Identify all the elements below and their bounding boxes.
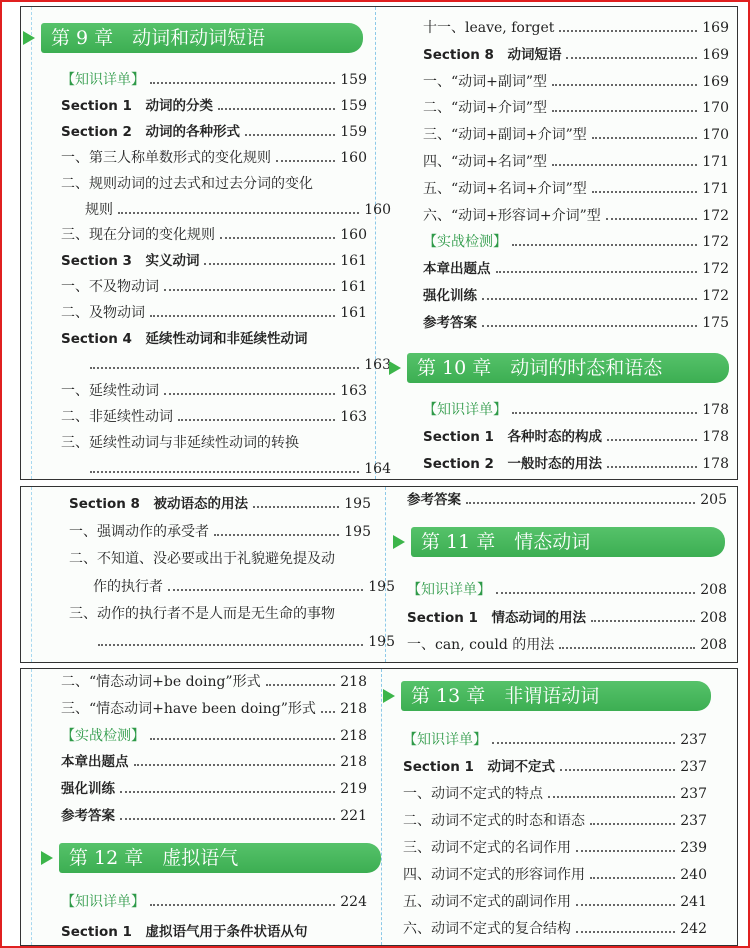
dot-leader — [276, 160, 335, 162]
toc-page-number: 178 — [702, 456, 729, 472]
toc-entry-title: 一、“动词+副词”型 — [423, 73, 548, 90]
toc-page-number: 159 — [340, 123, 367, 140]
chapter-title: 第 13 章 非谓语动词 — [401, 681, 711, 711]
toc-page-number: 163 — [340, 382, 367, 399]
toc-entry — [69, 493, 371, 515]
chapter-heading — [383, 681, 711, 711]
toc-entry-title: Section 2 动词的各种形式 — [61, 123, 240, 140]
toc-page-number: 172 — [702, 207, 729, 224]
chapter-title: 第 11 章 情态动词 — [411, 527, 725, 557]
toc-page-number: 195 — [344, 523, 371, 540]
toc-entry-title: 作的执行者 — [93, 578, 163, 595]
toc-entry-title: 【实战检测】 — [61, 727, 145, 744]
toc-page-number: 195 — [368, 633, 395, 650]
toc-entry-title: 一、不及物动词 — [61, 279, 159, 296]
toc-entry — [403, 864, 707, 886]
toc-entry — [61, 671, 367, 693]
toc-entry-title: Section 1 动词的分类 — [61, 97, 213, 114]
toc-entry-title: 【实战检测】 — [423, 234, 507, 251]
dot-leader — [218, 108, 335, 110]
toc-entry — [423, 453, 729, 475]
toc-page-number: 237 — [680, 786, 707, 802]
toc-entry-title: 一、第三人称单数形式的变化规则 — [61, 149, 271, 166]
toc-page-number: 159 — [340, 97, 367, 114]
toc-entry-title: Section 8 被动语态的用法 — [69, 496, 248, 512]
dot-leader — [591, 620, 695, 622]
toc-entry-text: 三、延续性动词与非延续性动词的转换 — [61, 434, 299, 451]
dot-leader — [120, 791, 335, 793]
dot-leader — [482, 325, 697, 327]
dot-leader — [466, 502, 695, 504]
dot-leader — [496, 271, 698, 273]
toc-entry-title: 参考答案 — [407, 492, 461, 508]
toc-section-tag — [423, 399, 729, 421]
toc-entry — [61, 751, 367, 773]
toc-page-number: 161 — [340, 279, 367, 296]
dot-leader — [321, 711, 335, 713]
arrow-icon — [393, 535, 405, 549]
toc-page-number: 208 — [700, 637, 727, 653]
toc-entry-title: 【知识详单】 — [61, 894, 145, 910]
toc-entry — [69, 576, 395, 598]
dot-leader — [253, 506, 339, 508]
toc-page-number: 170 — [702, 100, 729, 117]
toc-page-number: 218 — [340, 754, 367, 771]
toc-entry — [423, 151, 729, 173]
toc-page-number: 218 — [340, 727, 367, 744]
toc-page-number: 178 — [702, 402, 729, 418]
left-column — [21, 669, 381, 945]
toc-page-number: 224 — [340, 894, 367, 910]
toc-page-number: 237 — [680, 759, 707, 775]
toc-section-tag — [61, 69, 367, 91]
toc-page-number: 205 — [700, 492, 727, 508]
left-column — [21, 7, 391, 479]
dot-leader — [178, 419, 335, 421]
chapter-heading — [23, 23, 363, 53]
toc-entry — [423, 258, 729, 280]
dot-leader — [559, 647, 695, 649]
toc-entry — [423, 178, 729, 200]
toc-page-number: 161 — [340, 305, 367, 322]
chapter-heading — [41, 843, 381, 873]
toc-page-number: 219 — [340, 781, 367, 798]
toc-entry — [61, 95, 367, 117]
toc-entry-title: 强化训练 — [423, 288, 477, 304]
toc-page-number: 237 — [680, 732, 707, 748]
toc-page-number: 171 — [702, 154, 729, 170]
dot-leader — [204, 263, 335, 265]
toc-page-number: 161 — [340, 253, 367, 270]
toc-entry-title: 三、现在分词的变化规则 — [61, 227, 215, 244]
toc-page-number: 169 — [702, 73, 729, 90]
toc-entry — [423, 17, 729, 39]
toc-entry — [423, 44, 729, 66]
toc-page-number: 171 — [702, 180, 729, 197]
chapter-title: 第 12 章 虚拟语气 — [59, 843, 381, 873]
dot-leader — [548, 796, 675, 798]
toc-entry — [423, 71, 729, 93]
toc-entry — [61, 250, 367, 272]
toc-entry-text: 三、动作的执行者不是人而是无生命的事物 — [69, 606, 335, 622]
toc-page-number: 240 — [680, 867, 707, 883]
toc-page-number: 218 — [340, 700, 367, 717]
toc-page-number: 160 — [340, 149, 367, 166]
dot-leader — [552, 84, 697, 86]
dot-leader — [120, 818, 335, 820]
toc-page-number: 178 — [702, 429, 729, 445]
dot-leader — [576, 904, 675, 906]
dot-leader — [560, 769, 675, 771]
toc-section-tag — [403, 729, 707, 751]
toc-entry-title: 二、及物动词 — [61, 305, 145, 322]
toc-entry — [69, 521, 371, 543]
toc-page-number: 169 — [702, 20, 729, 36]
dot-leader — [552, 110, 697, 112]
toc-entry-title: 本章出题点 — [423, 261, 491, 278]
right-column — [385, 487, 737, 662]
dot-leader — [559, 30, 697, 32]
arrow-icon — [41, 851, 53, 865]
dot-leader — [482, 298, 697, 300]
toc-entry-text: 二、不知道、没必要或出于礼貌避免提及动 — [69, 551, 335, 567]
toc-entry-title: 五、“动词+名词+介词”型 — [423, 180, 587, 197]
toc-panel-1 — [20, 6, 738, 480]
toc-page-number: 172 — [702, 234, 729, 251]
toc-entry-title: 一、can, could 的用法 — [407, 637, 555, 653]
toc-entry-title: Section 8 动词短语 — [423, 46, 562, 63]
toc-entry — [403, 837, 707, 859]
dot-leader — [590, 823, 675, 825]
toc-entry — [423, 312, 729, 334]
dot-leader — [168, 589, 363, 591]
toc-entry-title: 六、“动词+形容词+介词”型 — [423, 207, 601, 224]
toc-page-number: 195 — [344, 496, 371, 512]
toc-entry — [61, 302, 367, 324]
toc-page-number: 208 — [700, 582, 727, 598]
toc-page-number: 241 — [680, 894, 707, 910]
toc-entry-title: 二、“情态动词+be doing”形式 — [61, 674, 261, 690]
toc-entry — [61, 406, 367, 428]
dot-leader — [90, 471, 359, 473]
toc-entry-title: 强化训练 — [61, 781, 115, 798]
toc-entry — [61, 778, 367, 800]
toc-entry-title: 四、“动词+名词”型 — [423, 154, 548, 170]
dot-leader — [134, 764, 336, 766]
toc-page-number: 160 — [364, 201, 391, 218]
toc-page-number: 172 — [702, 288, 729, 304]
right-column — [381, 669, 737, 945]
toc-section-tag — [423, 231, 729, 253]
toc-entry-title: 【知识详单】 — [61, 72, 145, 88]
toc-page-number: 242 — [680, 921, 707, 937]
toc-page-number: 208 — [700, 609, 727, 626]
toc-page-number: 218 — [340, 674, 367, 690]
toc-page-number: 163 — [340, 408, 367, 425]
toc-entry — [403, 783, 707, 805]
dot-leader — [150, 315, 335, 317]
chapter-title: 第 9 章 动词和动词短语 — [41, 23, 363, 53]
toc-page-number: 164 — [364, 460, 391, 477]
right-column — [375, 7, 737, 479]
toc-entry-title: 二、“动词+介词”型 — [423, 100, 548, 117]
dot-leader — [566, 57, 697, 59]
arrow-icon — [23, 31, 35, 45]
toc-page-number: 195 — [368, 578, 395, 595]
toc-entry — [61, 147, 367, 169]
dot-leader — [607, 439, 697, 441]
toc-page-number: 172 — [702, 261, 729, 278]
toc-entry — [423, 205, 729, 227]
toc-entry — [61, 224, 367, 246]
toc-entry — [423, 124, 729, 146]
dot-leader — [512, 244, 697, 246]
toc-entry — [407, 489, 727, 511]
toc-entry-title: 二、非延续性动词 — [61, 408, 173, 425]
chapter-title: 第 10 章 动词的时态和语态 — [407, 353, 729, 383]
toc-entry-title: 五、动词不定式的副词作用 — [403, 894, 571, 910]
toc-entry-title: 四、动词不定式的形容词作用 — [403, 867, 585, 883]
toc-entry-title: 二、动词不定式的时态和语态 — [403, 813, 585, 829]
toc-entry-title: Section 1 动词不定式 — [403, 759, 555, 775]
toc-panel-3 — [20, 668, 738, 946]
toc-page-number: 170 — [702, 127, 729, 144]
toc-entry — [407, 607, 727, 629]
dot-leader — [512, 412, 697, 414]
toc-entry-title: 六、动词不定式的复合结构 — [403, 921, 571, 937]
toc-page-number: 239 — [680, 840, 707, 856]
dot-leader — [220, 237, 335, 239]
toc-entry — [61, 121, 367, 143]
dot-leader — [245, 134, 335, 136]
dot-leader — [118, 212, 359, 214]
toc-entry — [61, 698, 367, 720]
toc-page-number: 221 — [340, 808, 367, 824]
dot-leader — [590, 877, 675, 879]
toc-entry — [423, 97, 729, 119]
toc-entry-title: 参考答案 — [61, 808, 115, 824]
toc-entry-title: 十一、leave, forget — [423, 20, 555, 36]
toc-entry-title: 本章出题点 — [61, 754, 129, 771]
toc-entry-title: 【知识详单】 — [423, 402, 507, 418]
dot-leader — [592, 191, 697, 193]
arrow-icon — [389, 361, 401, 375]
toc-page-number: 159 — [340, 72, 367, 88]
dot-leader — [164, 289, 335, 291]
toc-entry — [407, 634, 727, 656]
dot-leader — [150, 904, 335, 906]
toc-page-number: 163 — [364, 356, 391, 373]
toc-entry-title: Section 3 实义动词 — [61, 253, 200, 270]
toc-entry-text: Section 4 延续性动词和非延续性动词 — [61, 331, 308, 347]
toc-entry-title: 一、强调动作的承受者 — [69, 523, 209, 540]
dot-leader — [496, 592, 695, 594]
toc-entry-text: Section 1 虚拟语气用于条件状语从句 — [61, 924, 308, 940]
toc-entry-title: 一、动词不定式的特点 — [403, 786, 543, 802]
toc-entry-title: 三、“动词+副词+介词”型 — [423, 127, 587, 144]
toc-entry — [61, 458, 391, 480]
toc-section-tag — [407, 579, 727, 601]
toc-section-tag — [61, 891, 367, 913]
toc-section-tag — [61, 725, 367, 747]
toc-entry — [403, 918, 707, 940]
toc-entry — [423, 426, 729, 448]
toc-entry-title: Section 1 各种时态的构成 — [423, 429, 602, 445]
dot-leader — [266, 684, 336, 686]
left-column — [21, 487, 395, 662]
dot-leader — [492, 742, 675, 744]
toc-page-number: 175 — [702, 314, 729, 331]
toc-entry — [403, 756, 707, 778]
toc-page-number: 237 — [680, 813, 707, 829]
chapter-heading — [389, 353, 729, 383]
toc-entry — [61, 805, 367, 827]
toc-entry — [403, 810, 707, 832]
dot-leader — [592, 137, 697, 139]
dot-leader — [164, 393, 335, 395]
dot-leader — [606, 218, 697, 220]
toc-entry-title: 【知识详单】 — [407, 582, 491, 598]
dot-leader — [150, 82, 335, 84]
dot-leader — [98, 644, 363, 646]
toc-entry — [61, 276, 367, 298]
toc-entry — [403, 891, 707, 913]
toc-panel-2 — [20, 486, 738, 663]
toc-entry — [69, 631, 395, 653]
toc-entry — [61, 354, 391, 376]
toc-page-number: 160 — [340, 227, 367, 244]
dot-leader — [150, 738, 335, 740]
toc-entry-title: Section 2 一般时态的用法 — [423, 456, 602, 472]
toc-entry — [423, 285, 729, 307]
dot-leader — [552, 164, 697, 166]
dot-leader — [576, 931, 675, 933]
dot-leader — [90, 367, 359, 369]
dot-leader — [576, 850, 675, 852]
toc-entry-title: 【知识详单】 — [403, 732, 487, 748]
toc-entry-title: 一、延续性动词 — [61, 382, 159, 399]
toc-entry — [61, 380, 367, 402]
dot-leader — [214, 534, 339, 536]
toc-page-number: 169 — [702, 46, 729, 63]
toc-entry-title: 三、“情态动词+have been doing”形式 — [61, 700, 316, 717]
toc-entry-title: 参考答案 — [423, 314, 477, 331]
dot-leader — [607, 466, 697, 468]
arrow-icon — [383, 689, 395, 703]
chapter-heading — [393, 527, 725, 557]
toc-entry-title: 三、动词不定式的名词作用 — [403, 840, 571, 856]
toc-entry-title: Section 1 情态动词的用法 — [407, 609, 586, 626]
toc-entry — [61, 199, 391, 221]
toc-entry-title: 规则 — [85, 201, 113, 218]
toc-entry-text: 二、规则动词的过去式和过去分词的变化 — [61, 175, 313, 192]
